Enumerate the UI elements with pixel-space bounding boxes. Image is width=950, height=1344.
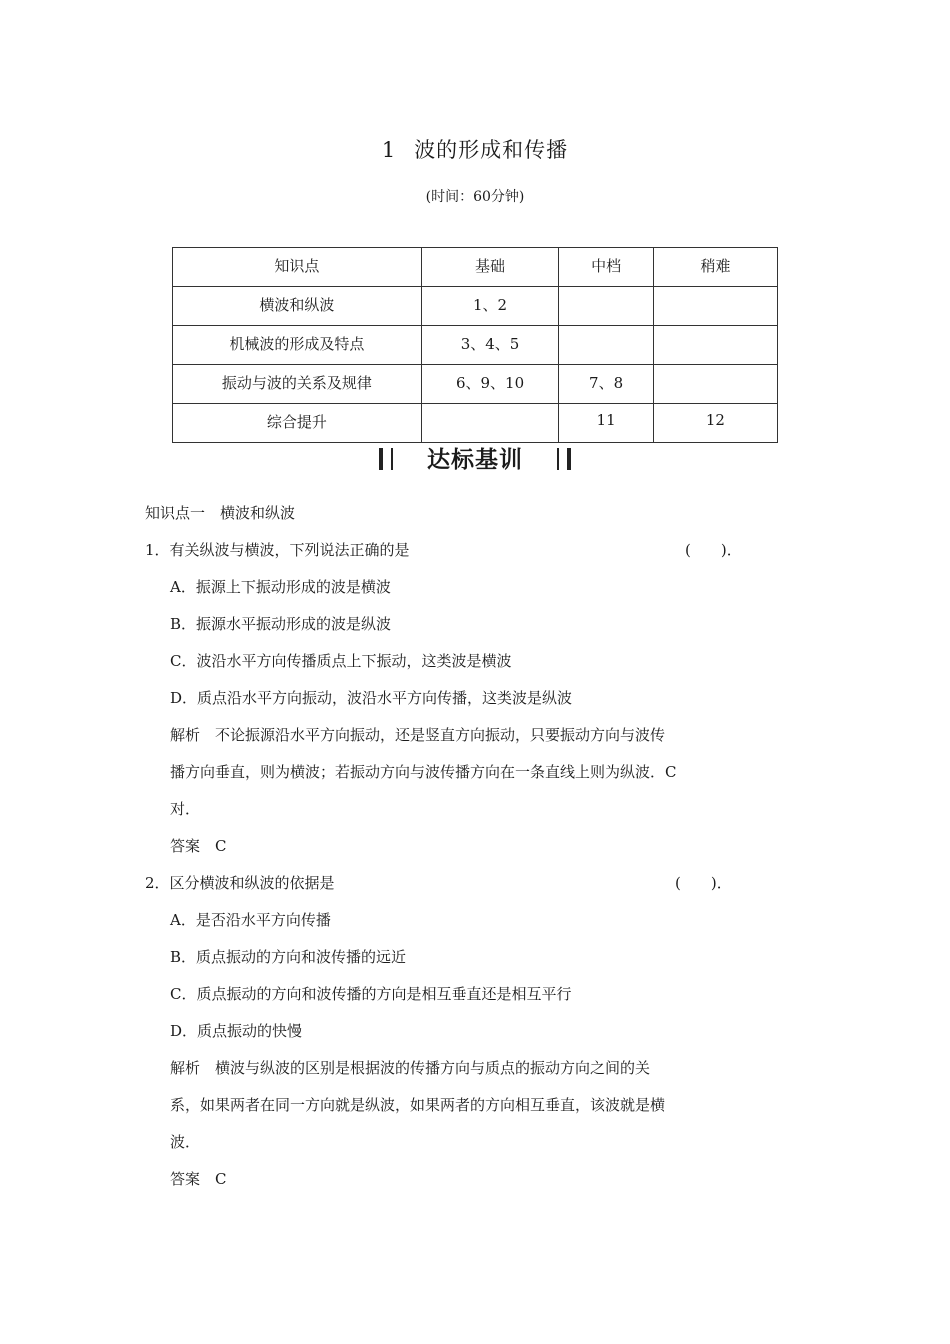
table-cell: 3、4、5 bbox=[421, 326, 559, 365]
time-limit: (时间：60分钟) bbox=[425, 189, 525, 205]
title-number: 1 bbox=[381, 138, 397, 162]
table-cell bbox=[559, 326, 654, 365]
page-title bbox=[0, 134, 950, 164]
question-stem-text: 1．有关纵波与横波，下列说法正确的是 bbox=[145, 541, 410, 559]
question-1-analysis: 对． bbox=[170, 800, 201, 818]
table-cell bbox=[653, 287, 777, 326]
knowledge-table bbox=[172, 247, 778, 443]
table-cell bbox=[653, 365, 777, 404]
question-1-option-b: B．振源水平振动形成的波是纵波 bbox=[170, 615, 392, 633]
table-cell: 12 bbox=[653, 404, 777, 443]
answer-bracket: ( )． bbox=[675, 874, 732, 892]
question-2-analysis: 波． bbox=[170, 1133, 201, 1151]
table-header: 知识点 bbox=[173, 248, 422, 287]
banner-bar-right-thin bbox=[557, 448, 559, 470]
title-text: 波的形成和传播 bbox=[414, 138, 569, 162]
question-2-option-d: D．质点振动的快慢 bbox=[170, 1022, 303, 1040]
answer-bracket: ( )． bbox=[685, 541, 742, 559]
table-row bbox=[173, 287, 778, 326]
question-1-option-a: A．振源上下振动形成的波是横波 bbox=[170, 578, 391, 596]
table-cell: 机械波的形成及特点 bbox=[173, 326, 422, 365]
question-2-analysis: 解析 横波与纵波的区别是根据波的传播方向与质点的振动方向之间的关 bbox=[170, 1059, 651, 1077]
question-1-stem bbox=[145, 538, 745, 575]
table-row bbox=[173, 326, 778, 365]
table-header: 基础 bbox=[421, 248, 559, 287]
table-cell: 11 bbox=[559, 404, 654, 443]
table-cell bbox=[653, 326, 777, 365]
table-row bbox=[173, 404, 778, 443]
table-cell: 7、8 bbox=[559, 365, 654, 404]
table-cell: 1、2 bbox=[421, 287, 559, 326]
question-1-analysis: 播方向垂直，则为横波；若振动方向与波传播方向在一条直线上则为纵波．C bbox=[170, 763, 677, 781]
banner-bar-left bbox=[379, 448, 383, 470]
question-1-answer: 答案 C bbox=[170, 837, 227, 855]
question-2-stem bbox=[145, 871, 745, 908]
table-row bbox=[173, 365, 778, 404]
banner-text: 达标基训 bbox=[427, 447, 523, 473]
section-banner bbox=[0, 441, 950, 474]
table-header: 中档 bbox=[559, 248, 654, 287]
table-cell: 横波和纵波 bbox=[173, 287, 422, 326]
banner-bar-right bbox=[567, 448, 571, 470]
table-cell: 6、9、10 bbox=[421, 365, 559, 404]
table-cell: 综合提升 bbox=[173, 404, 422, 443]
question-2-option-c: C．质点振动的方向和波传播的方向是相互垂直还是相互平行 bbox=[170, 985, 572, 1003]
table-cell bbox=[559, 287, 654, 326]
question-content bbox=[145, 501, 745, 1204]
question-2-option-b: B．质点振动的方向和波传播的远近 bbox=[170, 948, 407, 966]
table-cell: 振动与波的关系及规律 bbox=[173, 365, 422, 404]
table-header-row bbox=[173, 248, 778, 287]
banner-bar-left-thin bbox=[391, 448, 393, 470]
question-1-analysis: 解析 不论振源沿水平方向振动，还是竖直方向振动，只要振动方向与波传 bbox=[170, 726, 666, 744]
question-stem-text: 2．区分横波和纵波的依据是 bbox=[145, 874, 335, 892]
question-1-option-c: C．波沿水平方向传播质点上下振动，这类波是横波 bbox=[170, 652, 512, 670]
question-2-answer: 答案 C bbox=[170, 1170, 227, 1188]
question-2-analysis: 系，如果两者在同一方向就是纵波，如果两者的方向相互垂直，该波就是横 bbox=[170, 1096, 666, 1114]
table-cell bbox=[421, 404, 559, 443]
question-2-option-a: A．是否沿水平方向传播 bbox=[170, 911, 331, 929]
question-1-option-d: D．质点沿水平方向振动，波沿水平方向传播，这类波是纵波 bbox=[170, 689, 573, 707]
table-header: 稍难 bbox=[653, 248, 777, 287]
section-heading: 知识点一 横波和纵波 bbox=[145, 504, 296, 522]
